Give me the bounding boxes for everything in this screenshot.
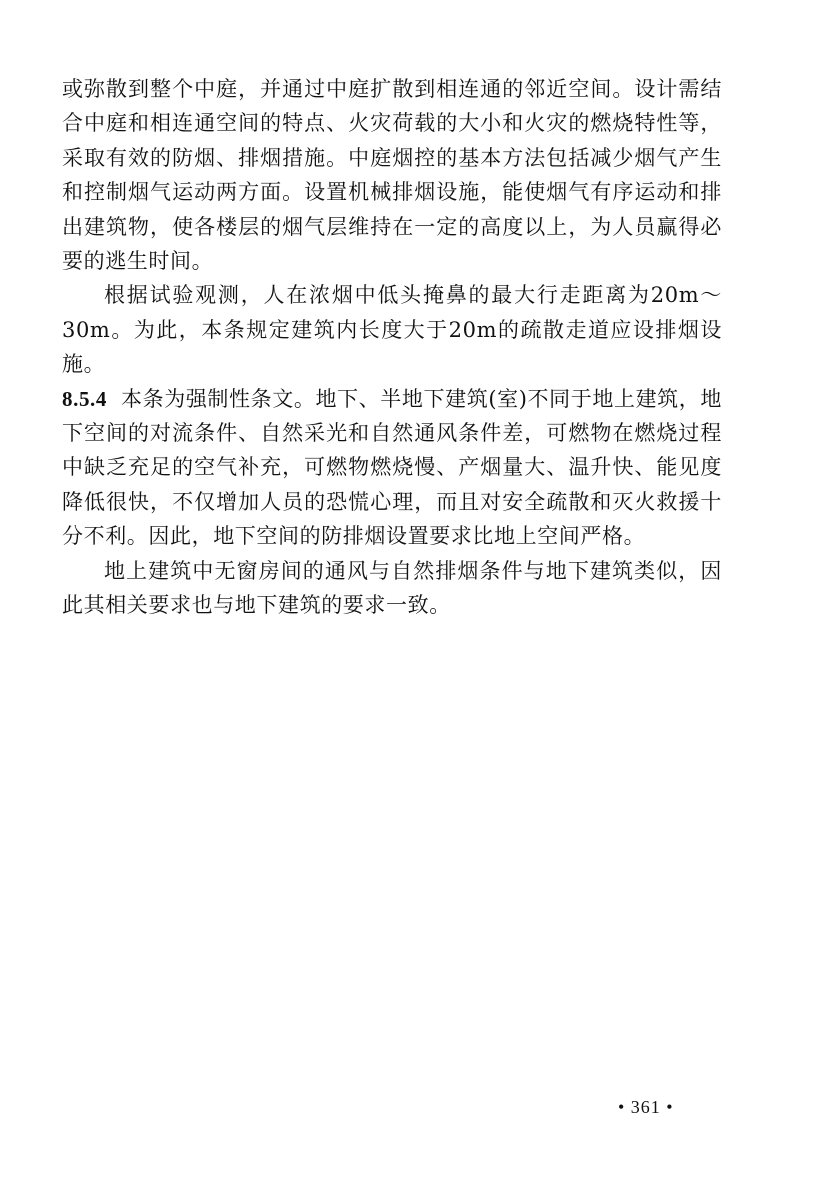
paragraph-clause-8-5-4	[62, 382, 722, 554]
page-number: • 361 •	[618, 1097, 674, 1117]
paragraph-atrium-smoke-control: 或弥散到整个中庭，并通过中庭扩散到相连通的邻近空间。设计需结合中庭和相连通空间的特点、火灾荷载的大小和火灾的燃烧特性等，采取有效的防烟、排烟措施。中庭烟控的基本方法包括减少烟气产生和控制烟气运动两方面。设置机械排烟设施，能使烟气有序运动和排出建筑物，使各楼层的烟气层维持在一定的高度以上，为人员赢得必要的逃生时间。	[62, 77, 722, 274]
clause-text: 本条为强制性条文。地下、半地下建筑(室)不同于地上建筑，地下空间的对流条件、自然采光和自然通风条件差，可燃物在燃烧过程中缺乏充足的空气补充，可燃物燃烧慢、产烟量大、温升快、能见度降低很快，不仅增加人员的恐慌心理，而且对安全疏散和灭火救援十分不利。因此，地下空间的防排烟设置要求比地上空间严格。	[62, 386, 722, 549]
body-text	[62, 72, 722, 623]
clause-number: 8.5.4	[62, 386, 107, 411]
paragraph-corridor-walking-distance: 根据试验观测，人在浓烟中低头掩鼻的最大行走距离为20m～30m。为此，本条规定建筑内长度大于20m的疏散走道应设排烟设施。	[62, 283, 722, 377]
paragraph-windowless-rooms: 地上建筑中无窗房间的通风与自然排烟条件与地下建筑类似，因此其相关要求也与地下建筑的要求一致。	[62, 558, 722, 618]
